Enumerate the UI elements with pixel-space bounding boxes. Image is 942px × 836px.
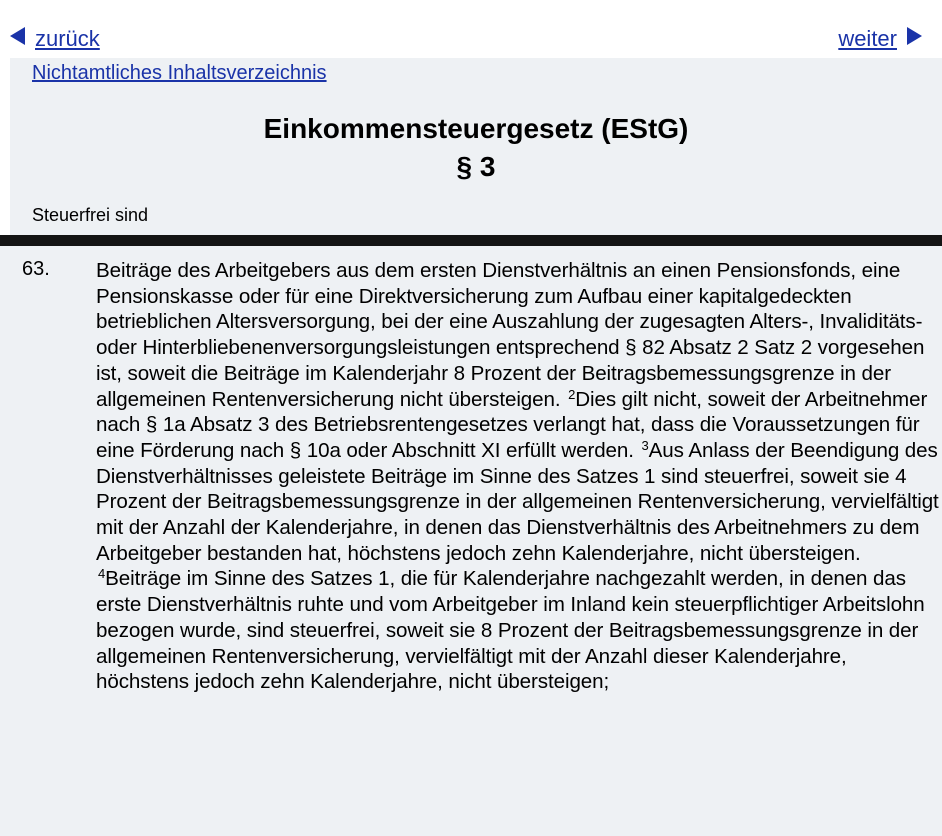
header-panel bbox=[10, 58, 942, 235]
top-navigation bbox=[0, 0, 942, 58]
next-link-label[interactable]: weiter bbox=[838, 26, 897, 51]
item-number: 63. bbox=[22, 258, 50, 280]
item-text bbox=[96, 258, 942, 695]
law-title: Einkommensteuergesetz (EStG) bbox=[263, 113, 689, 144]
table-of-contents-link[interactable]: Nichtamtliches Inhaltsverzeichnis bbox=[32, 62, 327, 84]
sentence-1: Beiträge des Arbeitgebers aus dem ersten Dienstverhältnis an einen Pensionsfonds, eine Pensionskasse oder für eine Direktversicherung zum Aufbau einer kapitalgedeckten betrieblichen Altersversorgung, bei der eine Auszahlung der zugesagten Alters-, Invaliditäts- oder Hinterbliebenenversorgungsleistungen entsprechend § 82 Absatz 2 Satz 2 vorgesehen ist, soweit die Beiträge im Kalenderjahr 8 Prozent der Beitragsbemessungsgrenze in der allgemeinen Rentenversicherung nicht übersteigen. bbox=[96, 259, 925, 411]
arrow-right-icon bbox=[907, 27, 922, 45]
section-number: § 3 bbox=[456, 151, 496, 182]
sentence-marker-2: 2 bbox=[568, 386, 576, 402]
section-intro: Steuerfrei sind bbox=[32, 205, 149, 225]
next-link[interactable] bbox=[838, 26, 922, 52]
section-body bbox=[0, 246, 942, 836]
arrow-left-icon bbox=[10, 27, 25, 45]
sentence-2: Dies gilt nicht, soweit der Arbeitnehmer nach § 1a Absatz 3 des Betriebsrentengesetzes verlangt hat, dass die Voraussetzungen für eine Förderung nach § 10a oder Abschnitt XI erfüllt werden. bbox=[96, 387, 928, 462]
sentence-4: Beiträge im Sinne des Satzes 1, die für Kalenderjahre nachgezahlt werden, in denen das erste Dienstverhältnis ruhte und vom Arbeitgeber im Inland kein steuerpflichtiger Arbeitslohn bezogen wurde, sind steuerfrei, soweit sie 8 Prozent der Beitragsbemessungsgrenze in der allgemeinen Rentenversicherung, vervielfältigt mit der Anzahl dieser Kalenderjahre, höchstens jedoch zehn Kalenderjahre, nicht übersteigen; bbox=[96, 567, 925, 694]
sentence-marker-3: 3 bbox=[641, 437, 649, 453]
back-link[interactable] bbox=[10, 26, 100, 52]
sentence-3: Aus Anlass der Beendigung des Dienstverhältnisses geleistete Beiträge im Sinne des Satzes 1 sind steuerfrei, soweit sie 4 Prozent der Beitragsbemessungsgrenze in der allgemeinen Rentenversicherung, vervielfältigt mit der Anzahl der Kalenderjahre, in denen das Dienstverhältnis des Arbeitnehmers zu dem Arbeitgeber bestanden hat, höchstens jedoch zehn Kalenderjahre, nicht übersteigen. bbox=[96, 438, 939, 565]
page-title bbox=[10, 110, 942, 186]
divider bbox=[0, 235, 942, 246]
sentence-marker-4: 4 bbox=[98, 566, 106, 582]
back-link-label[interactable]: zurück bbox=[35, 26, 100, 51]
